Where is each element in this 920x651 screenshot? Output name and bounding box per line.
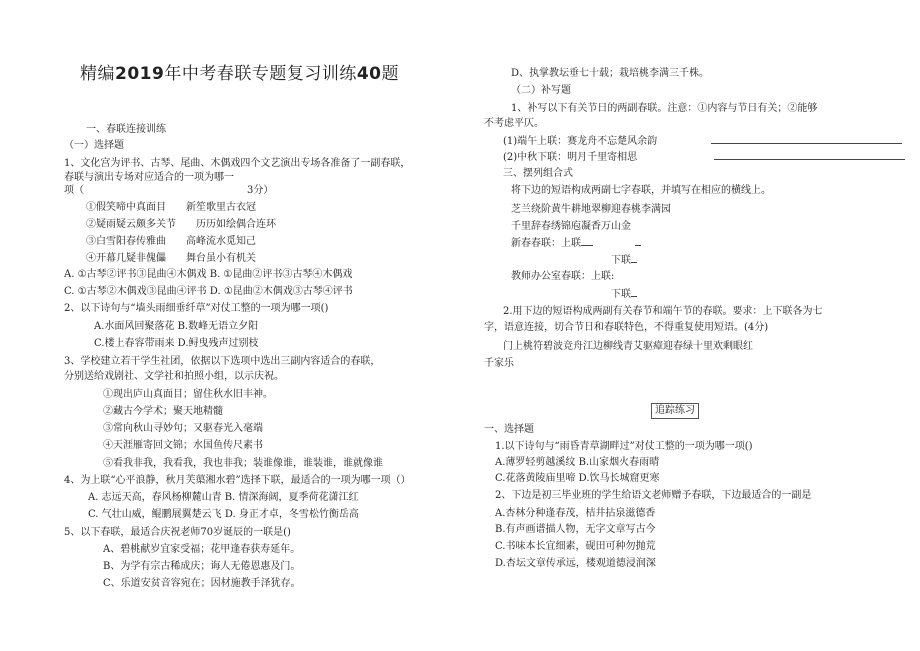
q5-option-b: B、为学有宗古稀成庆；诲人无倦恩惠及门。 xyxy=(103,561,301,572)
track-q2-option-a: A.杏林分种逢春茂，桔井拈泉滋德香 xyxy=(495,508,656,519)
couplet-1: ①假笑啼中真面目 新笙歌里古衣冠 xyxy=(86,202,256,213)
track-q2-option-d: D.杏坛文章传承远，楼观道德浸润深 xyxy=(495,558,656,569)
q3-couplet-4: ④天涯雁寄回文锦；水国鱼传尺素书 xyxy=(103,440,263,451)
q3-couplet-3: ③常向秋山寻妙句；又驱春光入毫端 xyxy=(103,423,263,434)
new-spring-upper-line: 新春春联：上联 xyxy=(511,236,641,250)
question-5: 5、以下春联，最适合庆祝老师70岁诞辰的一联是() xyxy=(64,527,291,538)
office-upper-line: 教师办公室春联：上联: xyxy=(511,271,615,282)
section-heading-choice-2: 一、选择题 xyxy=(484,424,534,435)
q3-couplet-5: ⑤看我非我，我看我，我也非我；装谁像谁，谁装谁，谁就像谁 xyxy=(103,458,383,469)
question-1-line1: 1、文化宫为评书、古琴、尾曲、木偶戏四个文艺演出专场各准备了一副春联， xyxy=(64,158,411,169)
q5-option-d: D、执掌教坛垂七十载；栽培桃李满三千株。 xyxy=(511,68,710,79)
section-3-intro: 将下边的短语构成两副七字春联，并填写在相应的横线上。 xyxy=(511,185,771,196)
question-2-fill-line2: 字，语意连接，切合节日和春联特色，不得重复使用短语。(4分) xyxy=(484,322,769,333)
answer-blank-5[interactable] xyxy=(631,253,637,263)
q4-options-cd: C. 气壮山威，鲲鹏展翼楚云飞 D. 身正才卓，冬雪松竹衡岳高 xyxy=(88,509,359,520)
q5-option-a: A、碧桃献岁宜家受福；花甲逢春获寿延年。 xyxy=(103,544,301,555)
subsection-heading-fill: （二）补写题 xyxy=(511,85,571,96)
q1-options-ab: A. ①古琴②评书③昆曲④木偶戏 B. ①昆曲②评书③古琴④木偶戏 xyxy=(64,269,353,280)
question-1-line2: 春联与演出专场对应适合的一项为哪一 xyxy=(64,172,234,183)
track-question-2: 2、下边是初三毕业班的学生给语文老师赠予春联，下边最适合的一副是 xyxy=(495,490,812,501)
q4-options-ab: A. 志远天高，春风杨柳麓山青 B. 情深海阔，夏季荷花潇江红 xyxy=(88,492,359,503)
question-3-line1: 3、学校建立若干学生社团，依据以下选项中选出三副内容适合的春联， xyxy=(64,356,381,367)
track-q1-options-cd: C.花落黄陵庙里啼 D.饮马长城窟更寒 xyxy=(495,473,660,484)
question-4: 4、为上联“心平浪静，秋月芙蕖湘水碧”选择下联，最适合的一项为哪一项（） xyxy=(64,475,411,486)
track-question-1: 1.以下诗句与“雨昏青草湖畔过”对仗工整的一项为哪一项() xyxy=(495,441,753,452)
office-lower-line: 下联 xyxy=(611,287,637,301)
phrase-bank-3: 门上桃符碧波竞舟江边柳线青艾驱瘴迎春绿十里欢剩眼红 xyxy=(503,341,753,352)
couplet-4: ④开幕几疑非傀儡 舞台虽小有机关 xyxy=(86,253,256,264)
q2-options-ab: A.水面风回聚落花 B.数峰无语立夕阳 xyxy=(94,321,259,332)
question-3-line2: 分别送给戏剧社、文学社和拍照小组，以示庆祝。 xyxy=(64,371,284,382)
q3-couplet-1: ①现出庐山真面目；留住秋水旧丰神。 xyxy=(103,389,273,400)
track-q1-options-ab: A.薄罗轻剪越溪纹 B.山家烟火春雨晴 xyxy=(495,457,660,468)
fill-question-1-line1: 1、补写以下有关节日的两副春联。注意：①内容与节日有关；②能够 xyxy=(511,103,818,114)
fill-item-2: (2)中秋下联：明月千里寄相思 xyxy=(503,150,905,164)
subsection-heading-choice: （一）选择题 xyxy=(64,140,124,151)
answer-blank-1[interactable] xyxy=(711,134,902,144)
answer-blank-3[interactable] xyxy=(581,236,593,246)
question-1-line3: 项（ 3分） xyxy=(64,185,274,196)
question-2-fill-line1: 2.用下边的短语构成两副有关春节和端午节的春联。要求：上下联各为七 xyxy=(503,306,823,317)
page-title: 精编2019年中考春联专题复习训练40题 xyxy=(80,64,399,84)
new-spring-lower-line: 下联 xyxy=(611,253,637,267)
q3-couplet-2: ②藏古今学术；聚天地精髓 xyxy=(103,406,223,417)
fill-item-1: (1)端午上联：赛龙舟不忘楚风余韵 xyxy=(503,134,902,148)
couplet-3: ③白雪阳春传雅曲 高峰流水觅知己 xyxy=(86,236,256,247)
answer-blank-4[interactable] xyxy=(635,236,641,246)
phrase-bank-1: 芝兰绕阶黄牛耕地翠柳迎春桃李满园 xyxy=(511,204,671,215)
phrase-bank-4: 千家乐 xyxy=(484,358,514,369)
q1-options-cd: C. ①古琴②木偶戏③昆曲④评书 D. ①昆曲②木偶戏③古琴④评书 xyxy=(64,286,353,297)
question-2: 2、以下诗句与“墙头雨细垂纤草”对仗工整的一项为哪一项() xyxy=(64,303,329,314)
section-heading-3: 三、摆列组合式 xyxy=(503,168,573,179)
track-q2-option-b: B.有声画谱描人物，无字文章写古今 xyxy=(495,524,656,535)
phrase-bank-2: 千里辞春绣锦庖凝香万山金 xyxy=(511,221,631,232)
answer-blank-6[interactable] xyxy=(631,287,637,297)
tracking-practice-label: 追踪练习 xyxy=(651,403,699,419)
fill-question-1-line2: 不考虑平仄。 xyxy=(484,118,544,129)
answer-blank-2[interactable] xyxy=(714,150,905,160)
q5-option-c: C、乐道安贫音容宛在；因材施教手泽犹存。 xyxy=(103,578,301,589)
section-heading-1: 一、春联连接训练 xyxy=(86,124,166,135)
track-q2-option-c: C.书味本长宜细素，砚田可种勿抛荒 xyxy=(495,541,656,552)
couplet-2: ②疑雨疑云颇多关节 历历如绘偶合连环 xyxy=(86,219,276,230)
q2-options-cd: C.楼上春容带雨来 D.鲟曳残声过别枝 xyxy=(94,338,259,349)
